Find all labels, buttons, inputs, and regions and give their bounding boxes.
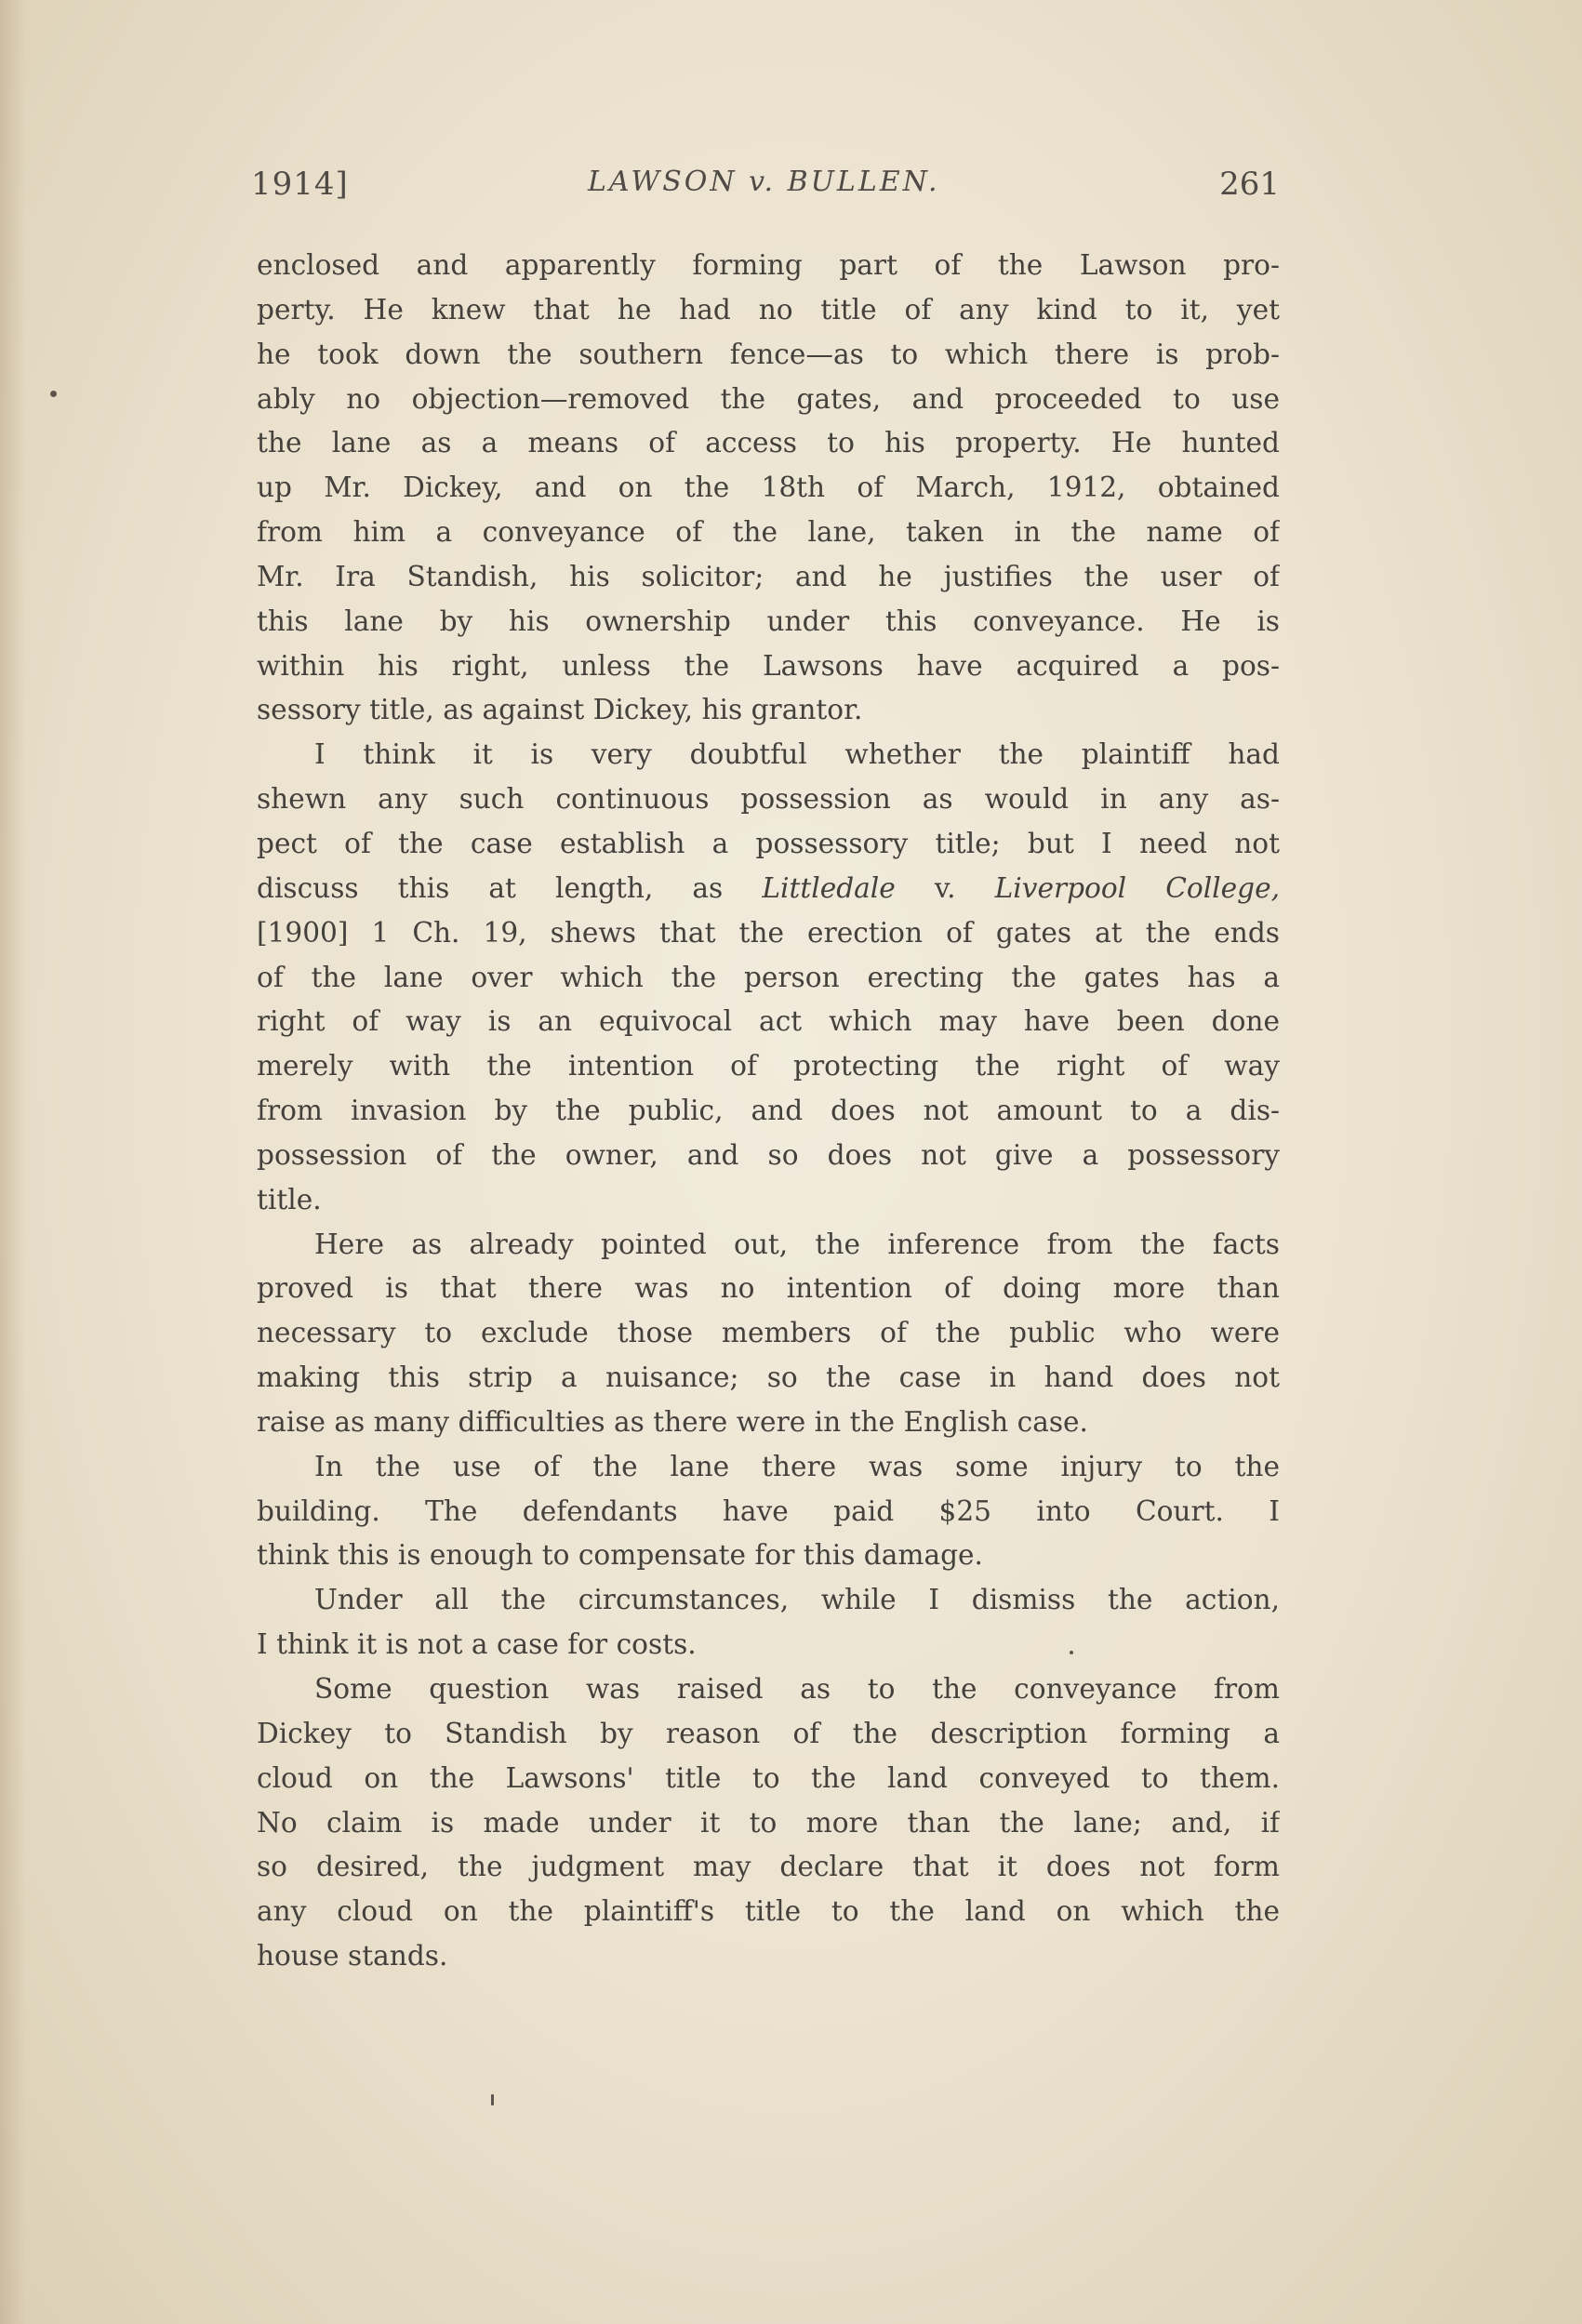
citation-line (257, 867, 1280, 911)
text-line: enclosed and apparently forming part of the Lawson pro- (257, 249, 1280, 281)
paper-speck (1070, 1651, 1073, 1654)
text-line: Dickey to Standish by reason of the description forming a (257, 1717, 1280, 1749)
judgment-text (257, 244, 1280, 1979)
text-line: within his right, unless the Lawsons have acquired a pos- (257, 649, 1280, 682)
paragraph-start-line: I think it is very doubtful whether the plaintiff had (314, 738, 1280, 771)
case-name-littledale: Littledale (762, 871, 896, 904)
text-line: [1900] 1 Ch. 19, shews that the erection of gates at the ends (257, 916, 1280, 949)
text-line: from invasion by the public, and does not amount to a dis- (257, 1095, 1280, 1127)
running-header (251, 158, 1280, 214)
text-line: perty. He knew that he had no title of any kind to it, yet (257, 293, 1280, 325)
text-line: think this is enough to compensate for this damage. (257, 1539, 983, 1572)
header-case-title: LAWSON v. BULLEN. (588, 166, 940, 198)
text-line: of the lane over which the person erecting the gates has a (257, 961, 1280, 993)
text-line: sessory title, as against Dickey, his grantor. (257, 694, 863, 726)
text-line: up Mr. Dickey, and on the 18th of March, 1912, obtained (257, 471, 1280, 504)
text-line: possession of the owner, and so does not give a possessory (257, 1138, 1280, 1171)
paragraph-start-line: Some question was raised as to the conveyance from (314, 1673, 1280, 1705)
text-line: house stands. (257, 1940, 448, 1972)
text-line: building. The defendants have paid $25 into Court. I (257, 1494, 1280, 1527)
paragraph-start-line: In the use of the lane there was some injury to the (314, 1450, 1280, 1482)
text-line: Mr. Ira Standish, his solicitor; and he justifies the user of (257, 560, 1280, 592)
text-line: from him a conveyance of the lane, taken in the name of (257, 516, 1280, 549)
text-line: he took down the southern fence—as to which there is prob- (257, 338, 1280, 370)
text-line: raise as many difficulties as there were in the English case. (257, 1405, 1088, 1438)
text-line: this lane by his ownership under this conveyance. He is (257, 604, 1280, 637)
text-line: pect of the case establish a possessory title; but I need not (257, 827, 1280, 859)
paper-speck (491, 2094, 494, 2105)
case-name-liverpool-college: Liverpool College, (994, 871, 1280, 904)
text-line: so desired, the judgment may declare that it does not form (257, 1851, 1280, 1883)
text-line: No claim is made under it to more than the lane; and, if (257, 1806, 1280, 1839)
text-line: cloud on the Lawsons' title to the land conveyed to them. (257, 1761, 1280, 1794)
versus: v. (934, 871, 956, 904)
text-line: proved is that there was no intention of doing more than (257, 1272, 1280, 1305)
text-line: title. (257, 1183, 322, 1215)
text-line: the lane as a means of access to his property. He hunted (257, 427, 1280, 459)
text-line: necessary to exclude those members of the public who were (257, 1317, 1280, 1349)
text-line: I think it is not a case for costs. (257, 1628, 697, 1661)
header-year: 1914] (251, 166, 349, 203)
page-number: 261 (1219, 166, 1280, 203)
paragraph-start-line: Here as already pointed out, the inference from the facts (314, 1228, 1280, 1260)
text-line: making this strip a nuisance; so the case in hand does not (257, 1361, 1280, 1394)
citation-lead: discuss this at length, as (257, 871, 724, 904)
page-spine-shadow (0, 0, 26, 2324)
paragraph-start-line: Under all the circumstances, while I dismiss the action, (314, 1584, 1280, 1616)
text-line: ably no objection—removed the gates, and proceeded to use (257, 382, 1280, 415)
paper-speck (50, 391, 57, 397)
text-line: shewn any such continuous possession as would in any as- (257, 783, 1280, 816)
text-line: any cloud on the plaintiff's title to the land on which the (257, 1895, 1280, 1928)
text-line: right of way is an equivocal act which may have been done (257, 1005, 1280, 1038)
text-line: merely with the intention of protecting the right of way (257, 1050, 1280, 1082)
